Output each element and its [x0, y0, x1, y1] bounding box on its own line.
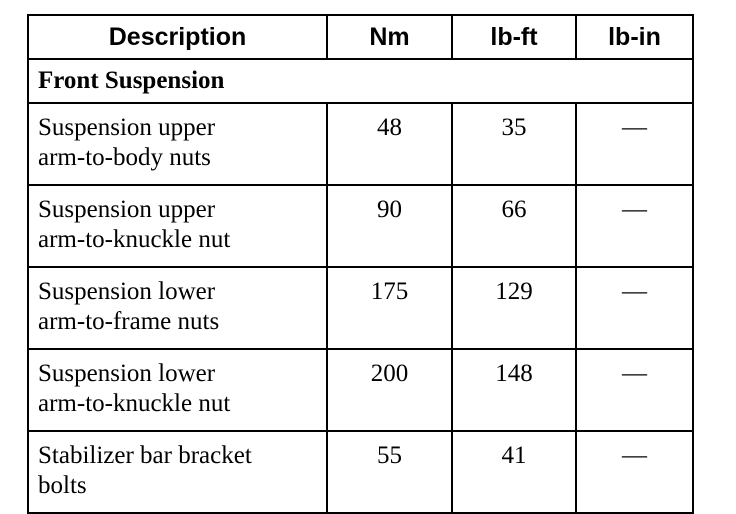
- description-line: Suspension lower: [38, 278, 216, 305]
- table-row: [28, 431, 693, 513]
- description-line: arm-to-knuckle nut: [38, 226, 231, 253]
- lb-ft-cell: 35: [452, 103, 576, 185]
- nm-cell: 48: [327, 103, 452, 185]
- description-cell: [28, 103, 327, 185]
- nm-cell: 55: [327, 431, 452, 513]
- lb-ft-cell: 129: [452, 267, 576, 349]
- description-line: arm-to-frame nuts: [38, 308, 220, 335]
- header-lb-in: lb-in: [576, 15, 693, 59]
- description-cell: [28, 431, 327, 513]
- lb-ft-cell: 148: [452, 349, 576, 431]
- nm-cell: 90: [327, 185, 452, 267]
- description-line: Suspension upper: [38, 114, 216, 141]
- description-line: arm-to-knuckle nut: [38, 390, 231, 417]
- table-row: [28, 185, 693, 267]
- lb-in-cell: —: [576, 267, 693, 349]
- lb-in-cell: —: [576, 431, 693, 513]
- lb-ft-cell: 66: [452, 185, 576, 267]
- description-line: bolts: [38, 472, 87, 499]
- lb-in-cell: —: [576, 103, 693, 185]
- description-line: arm-to-body nuts: [38, 144, 211, 171]
- description-line: Suspension lower: [38, 360, 216, 387]
- header-nm: Nm: [327, 15, 452, 59]
- header-lb-ft: lb-ft: [452, 15, 576, 59]
- section-row: [28, 59, 693, 103]
- description-cell: [28, 349, 327, 431]
- nm-cell: 200: [327, 349, 452, 431]
- table-row: [28, 267, 693, 349]
- description-cell: [28, 267, 327, 349]
- section-title: Front Suspension: [28, 59, 693, 103]
- table-row: [28, 103, 693, 185]
- nm-cell: 175: [327, 267, 452, 349]
- header-row: [28, 15, 693, 59]
- description-line: Suspension upper: [38, 196, 216, 223]
- lb-ft-cell: 41: [452, 431, 576, 513]
- lb-in-cell: —: [576, 349, 693, 431]
- description-cell: [28, 185, 327, 267]
- description-line: Stabilizer bar bracket: [38, 442, 252, 469]
- torque-spec-table: [27, 14, 694, 514]
- lb-in-cell: —: [576, 185, 693, 267]
- header-description: Description: [28, 15, 327, 59]
- table-row: [28, 349, 693, 431]
